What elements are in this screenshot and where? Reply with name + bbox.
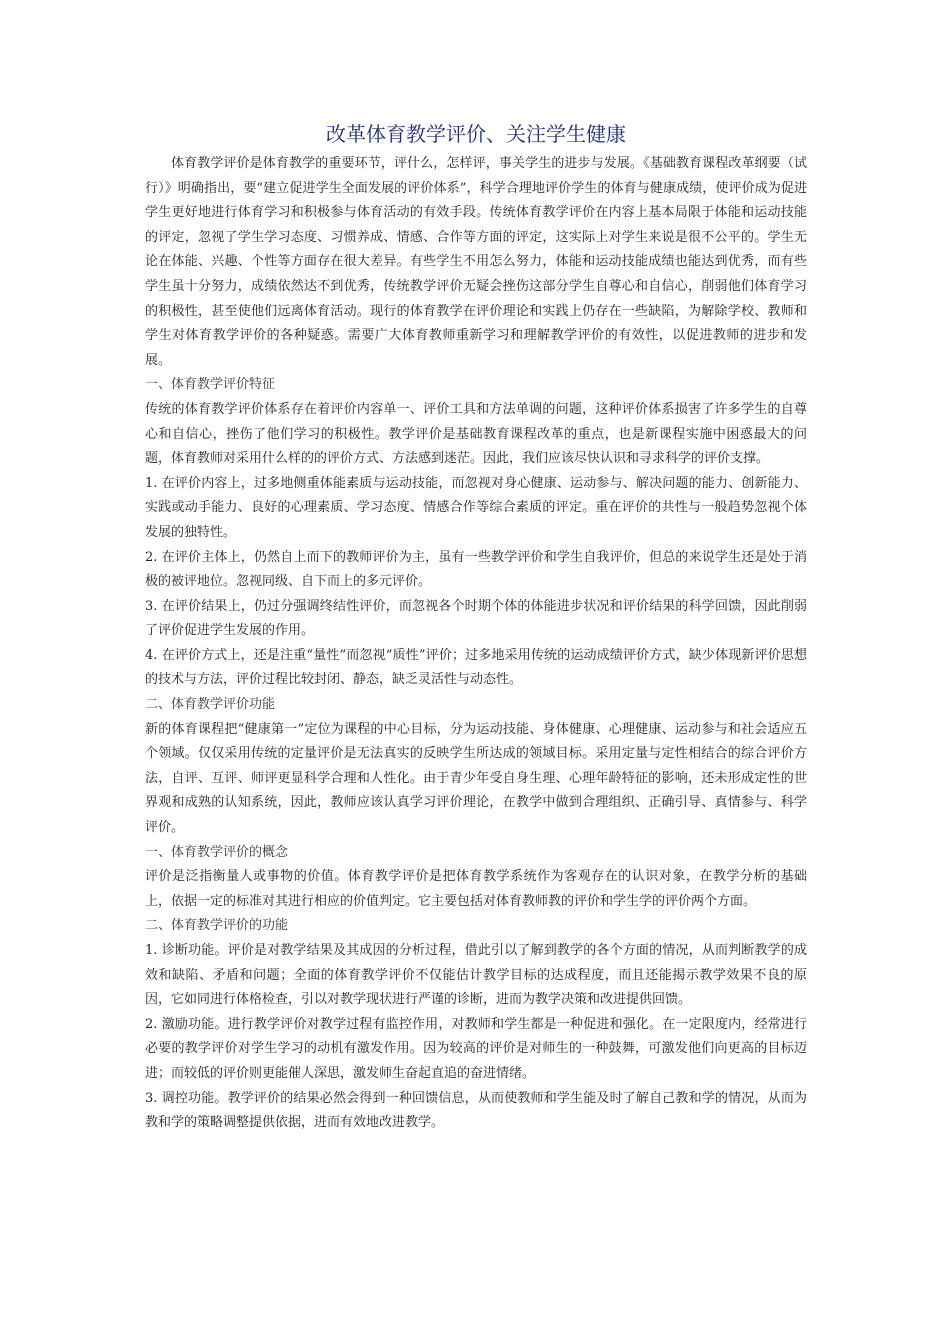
body-paragraph: 新的体育课程把“健康第一”定位为课程的中心目标，分为运动技能、身体健康、心理健康、运动参与和社会适应五个领域。仅仅采用传统的定量评价是无法真实的反映学生所达成的领域目标。采用定量与定性相结合的综合评价方法，自评、互评、师评更显科学合理和人性化。由于青少年受自身生理、心理年龄特征的影响，还未形成定性的世界观和成熟的认知系统，因此，教师应该认真学习评价理论，在教学中做到合理组织、正确引导、真情参与、科学评价。 [145, 721, 807, 836]
section-heading: 一、体育教学评价特征 [145, 377, 276, 393]
section-heading: 一、体育教学评价的概念 [145, 844, 289, 860]
list-item: 2. 激励功能。进行教学评价对教学过程有监控作用，对教师和学生都是一种促进和强化。在一定限度内，经常进行必要的教学评价对学生学习的动机有激发作用。因为较高的评价是对师生的一种鼓舞，可激发他们向更高的目标迈进；而较低的评价则更能催人深思，激发师生奋起直追的奋进情绪。 [145, 1016, 807, 1081]
body-paragraph: 评价是泛指衡量人或事物的价值。体育教学评价是把体育教学系统作为客观存在的认识对象，在教学分析的基础上，依据一定的标准对其进行相应的价值判定。它主要包括对体育教师教的评价和学生学的评价两个方面。 [145, 869, 807, 909]
body-paragraph: 传统的体育教学评价体系存在着评价内容单一、评价工具和方法单调的问题，这种评价体系损害了许多学生的自尊心和自信心，挫伤了他们学习的积极性。教学评价是基础教育课程改革的重点，也是新课程实施中困惑最大的问题，体育教师对采用什么样的的评价方式、方法感到迷茫。因此，我们应该尽快认识和寻求科学的评价支撑。 [145, 401, 807, 467]
list-item: 2. 在评价主体上，仍然自上而下的教师评价为主，虽有一些教学评价和学生自我评价，但总的来说学生还是处于消极的被评地位。忽视同级、自下而上的多元评价。 [145, 549, 807, 590]
list-item: 4. 在评价方式上，还是注重“量性”而忽视“质性”评价；过多地采用传统的运动成绩评价方式，缺少体现新评价思想的技术与方法，评价过程比较封闭、静态，缺乏灵活性与动态性。 [145, 647, 807, 688]
document-title: 改革体育教学评价、关注学生健康 [326, 122, 626, 146]
list-item: 3. 调控功能。教学评价的结果必然会得到一种回馈信息，从而使教师和学生能及时了解自己教和学的情况，从而为教和学的策略调整提供依据，进而有效地改进教学。 [145, 1090, 807, 1131]
section-heading: 二、体育教学评价功能 [145, 697, 276, 713]
section-heading: 二、体育教学评价的功能 [145, 918, 289, 934]
list-item: 3. 在评价结果上，仍过分强调终结性评价，而忽视各个时期个体的体能进步状况和评价结果的科学回馈，因此削弱了评价促进学生发展的作用。 [145, 598, 807, 639]
document-body [145, 118, 807, 1136]
list-item: 1. 在评价内容上，过多地侧重体能素质与运动技能，而忽视对身心健康、运动参与、解决问题的能力、创新能力、实践或动手能力、良好的心理素质、学习态度、情感合作等综合素质的评定。重在评价的共性与一般趋势忽视个体发展的独特性。 [145, 475, 807, 540]
list-item: 1. 诊断功能。评价是对教学结果及其成因的分析过程，借此引以了解到教学的各个方面的情况，从而判断教学的成效和缺陷、矛盾和问题；全面的体育教学评价不仅能估计教学目标的达成程度，而且还能揭示教学效果不良的原因，它如同进行体格检查，引以对教学现状进行严谨的诊断，进而为教学决策和改进提供回馈。 [145, 943, 807, 1008]
intro-paragraph: 体育教学评价是体育教学的重要环节，评什么，怎样评，事关学生的进步与发展。《基础教育课程改革纲要（试行）》明确指出，要“建立促进学生全面发展的评价体系”，科学合理地评价学生的体育与健康成绩，使评价成为促进学生更好地进行体育学习和积极参与体育活动的有效手段。传统体育教学评价在内容上基本局限于体能和运动技能的评定，忽视了学生学习态度、习惯养成、情感、合作等方面的评定，这实际上对学生来说是很不公平的。学生无论在体能、兴趣、个性等方面存在很大差异。有些学生不用怎么努力，体能和运动技能成绩也能达到优秀，而有些学生虽十分努力，成绩依然达不到优秀，传统教学评价无疑会挫伤这部分学生自尊心和自信心，削弱他们体育学习的积极性，甚至使他们远离体育活动。现行的体育教学在评价理论和实践上仍存在一些缺陷，为解除学校、教师和学生对体育教学评价的各种疑惑。需要广大体育教师重新学习和理解教学评价的有效性，以促进教师的进步和发展。 [145, 156, 807, 368]
